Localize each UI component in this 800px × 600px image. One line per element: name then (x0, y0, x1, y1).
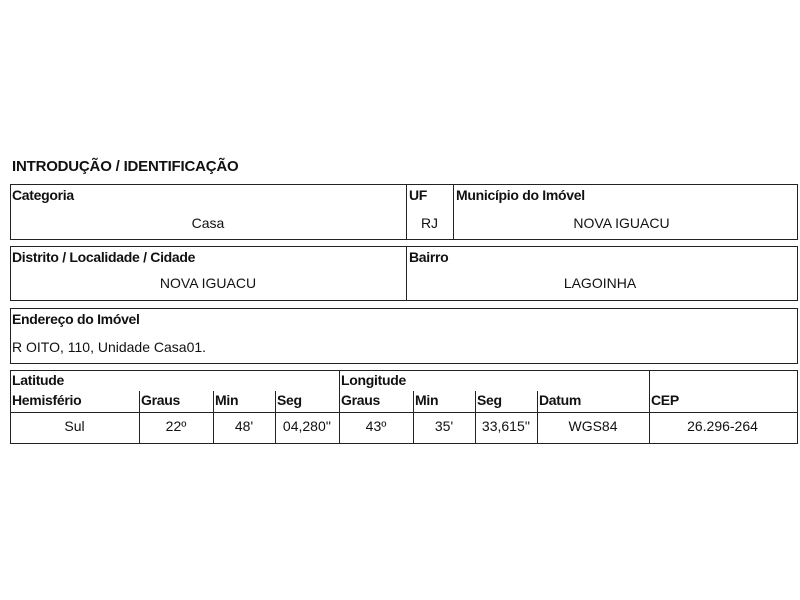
lat-min-label: Min (215, 392, 239, 408)
categoria-label: Categoria (12, 187, 74, 203)
longitude-label: Longitude (341, 372, 406, 388)
endereco-label: Endereço do Imóvel (12, 311, 140, 327)
datum-value: WGS84 (568, 418, 618, 434)
categoria-value: Casa (191, 215, 225, 231)
lon-min-label: Min (415, 392, 439, 408)
lon-seg-value: 33,615'' (481, 418, 531, 434)
endereco-value: R OITO, 110, Unidade Casa01. (12, 339, 207, 355)
uf-value: RJ (420, 215, 439, 231)
lat-graus-label: Graus (141, 392, 180, 408)
cep-value: 26.296-264 (687, 418, 758, 434)
distrito-value: NOVA IGUACU (159, 275, 257, 291)
bairro-value: LAGOINHA (563, 275, 637, 291)
datum-label: Datum (539, 392, 582, 408)
municipio-label: Município do Imóvel (456, 187, 585, 203)
lat-min-value: 48' (234, 418, 254, 434)
row-categoria-uf-municipio (10, 184, 798, 240)
lat-seg-label: Seg (277, 392, 302, 408)
hemisferio-label: Hemisfério (12, 392, 82, 408)
hemisferio-value: Sul (64, 418, 85, 434)
section-title: INTRODUÇÃO / IDENTIFICAÇÃO (12, 158, 239, 175)
lon-seg-label: Seg (477, 392, 502, 408)
lat-seg-value: 04,280'' (282, 418, 332, 434)
latitude-label: Latitude (12, 372, 65, 388)
distrito-label: Distrito / Localidade / Cidade (12, 249, 196, 265)
lat-graus-value: 22º (165, 418, 187, 434)
uf-label: UF (409, 187, 428, 203)
lon-min-value: 35' (434, 418, 454, 434)
bairro-label: Bairro (409, 249, 449, 265)
lon-graus-label: Graus (341, 392, 380, 408)
municipio-value: NOVA IGUACU (573, 215, 670, 231)
lon-graus-value: 43º (365, 418, 387, 434)
cep-label: CEP (651, 392, 679, 408)
